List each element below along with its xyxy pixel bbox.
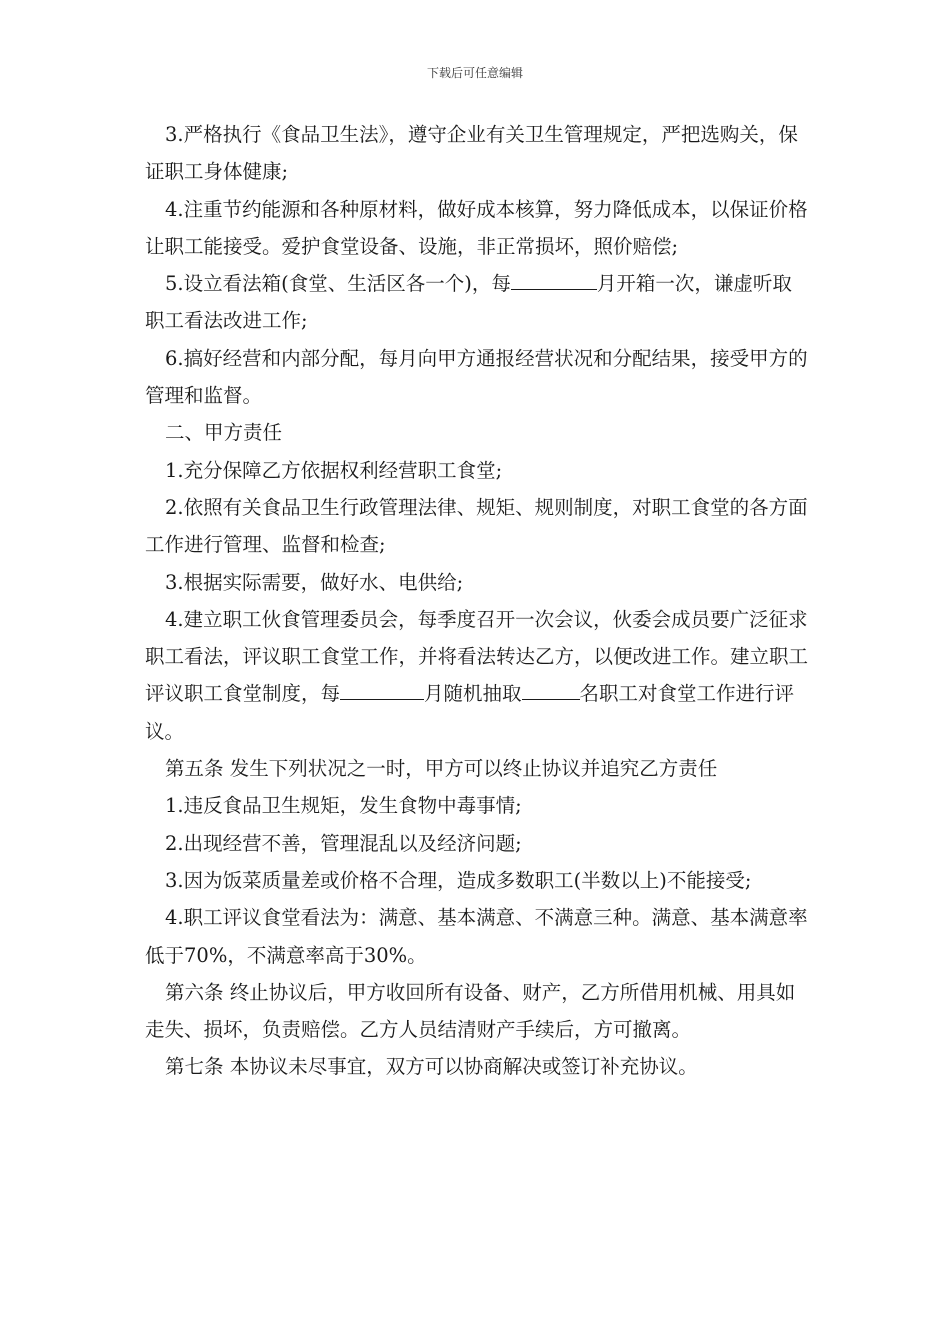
paragraph-4: 6.搞好经营和内部分配，每月向甲方通报经营状况和分配结果，接受甲方的管理和监督。: [145, 346, 808, 408]
paragraph-7: 2.依照有关食品卫生行政管理法律、规矩、规则制度，对职工食堂的各方面工作进行管理、监督和检查;: [145, 495, 808, 557]
page-header: 下载后可任意编辑: [426, 66, 523, 80]
paragraph-12: 2.出现经营不善，管理混乱以及经济问题;: [165, 831, 522, 855]
paragraph-6: 1.充分保障乙方依据权利经营职工食堂;: [165, 458, 503, 482]
paragraph-8: 3.根据实际需要，做好水、电供给;: [165, 570, 464, 594]
paragraph-3: [145, 265, 810, 340]
paragraph-13: 3.因为饭菜质量差或价格不合理，造成多数职工(半数以上)不能接受;: [165, 868, 752, 892]
document-body: [145, 116, 810, 1086]
article-7: 第七条 本协议未尽事宜，双方可以协商解决或签订补充协议。: [165, 1055, 698, 1079]
paragraph-9-middle: 月随机抽取: [424, 682, 522, 706]
article-5-heading: 第五条 发生下列状况之一时，甲方可以终止协议并追究乙方责任: [165, 757, 718, 781]
paragraph-11: 1.违反食品卫生规矩，发生食物中毒事情;: [165, 794, 522, 818]
paragraph-9: [145, 601, 810, 750]
fill-in-blank-months[interactable]: [511, 271, 597, 290]
paragraph-2: 4.注重节约能源和各种原材料，做好成本核算，努力降低成本，以保证价格让职工能接受。爱护食堂设备、设施，非正常损坏，照价赔偿;: [145, 197, 808, 258]
paragraph-14: 4.职工评议食堂看法为：满意、基本满意、不满意三种。满意、基本满意率低于70%，不满意率高于30%。: [145, 906, 808, 967]
section-heading-party-a: 二、甲方责任: [165, 421, 283, 445]
paragraph-3-after: 月开箱一次，谦虚听取职工看法改进工作;: [145, 272, 792, 333]
fill-in-blank-staff-count-part2[interactable]: [552, 681, 580, 700]
fill-in-blank-evaluation-months[interactable]: [340, 681, 424, 700]
fill-in-blank-staff-count-part1[interactable]: [522, 681, 552, 700]
paragraph-1: 3.严格执行《食品卫生法》，遵守企业有关卫生管理规定，严把选购关，保证职工身体健康;: [145, 123, 798, 184]
paragraph-3-before: 5.设立看法箱(食堂、生活区各一个)，每: [165, 272, 511, 296]
article-6: 第六条 终止协议后，甲方收回所有设备、财产，乙方所借用机械、用具如走失、损坏，负责赔偿。乙方人员结清财产手续后，方可撤离。: [145, 980, 796, 1042]
paragraph-9-before: 4.建立职工伙食管理委员会，每季度召开一次会议，伙委会成员要广泛征求职工看法，评议职工食堂工作，并将看法转达乙方，以便改进工作。建立职工评议职工食堂制度，每: [145, 607, 809, 706]
paragraph-9-after: 名职工对食堂工作进行评议。: [145, 682, 795, 743]
